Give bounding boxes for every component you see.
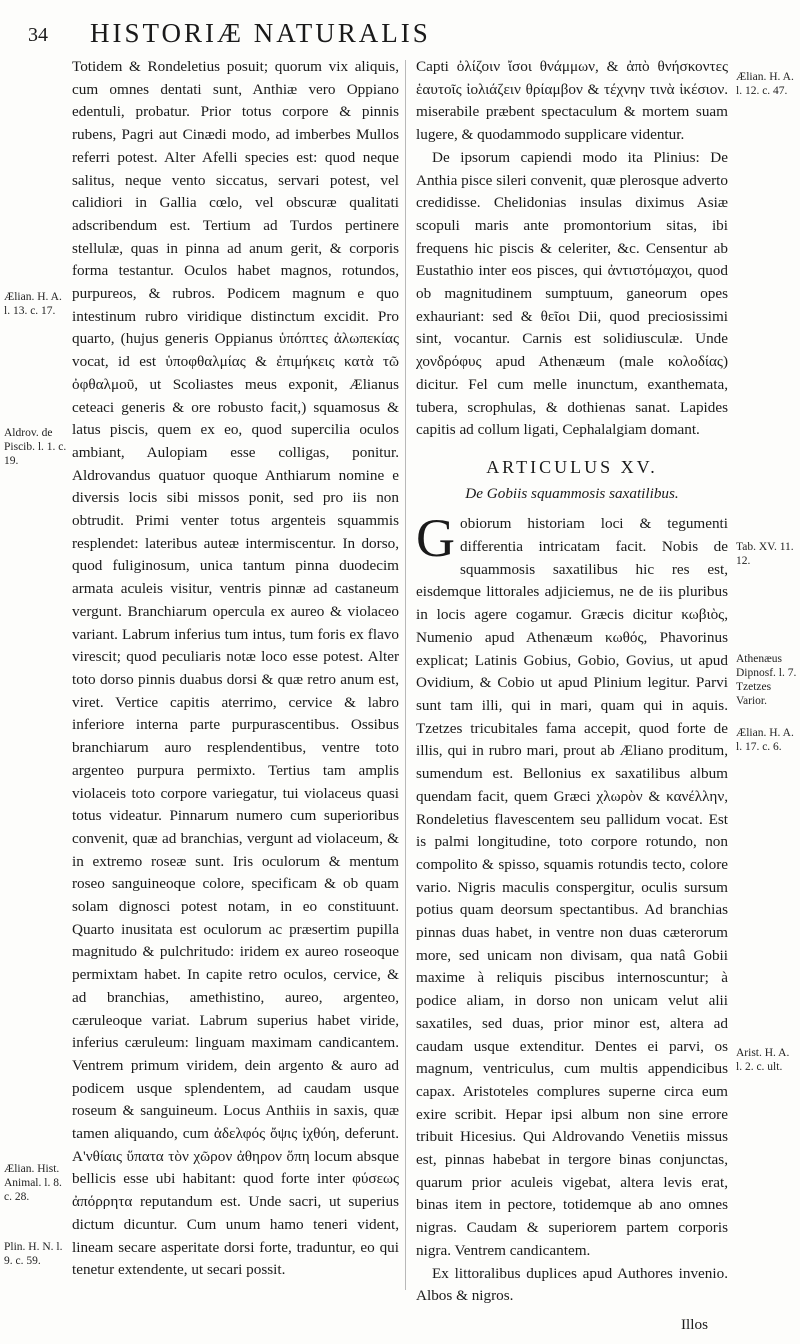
margin-note-right: Ælian. H. A. l. 12. c. 47. xyxy=(736,71,794,97)
running-head xyxy=(28,18,768,52)
margin-note-right: Arist. H. A. l. 2. c. ult. xyxy=(736,1047,790,1073)
article-heading: ARTICULUS XV. xyxy=(486,456,658,477)
article-paragraph xyxy=(416,508,728,1262)
margin-note-left: Ælian. Hist. Animal. l. 8. c. 28. xyxy=(4,1163,62,1203)
right-paragraph: Capti ὀλίζοιν ἴσοι θνάμμων, & ἀπὸ θνήσκοντες ἑαυτοῖς ἰολιάζειν θρίαμβον & τέχνην τινὰ ἱκέσιον. miserabile præbent spectaculum & mortem suam lugere, & quodammodo supplicare videntur. xyxy=(416,58,728,144)
drop-capital: G xyxy=(416,508,455,569)
margin-note-right: Athenæus Dipnosf. l. 7. Tzetzes Varior. xyxy=(736,653,797,707)
left-paragraph: Totidem & Rondeletius posuit; quorum vix aliquis, cum omnes dentati sunt, Anthiæ vero Oppiano edentuli, probatur. Prior totus corpore & pinnis rubens, Pagri aut Cinædi modo, ad imberbes Mullos referri potest. Alter Afelli species est: quod neque salitus, neque vento siccatus, servari potest, vel calidiori in Gallia cœlo, vel obscuræ qualitati adscribendum est. Tertium ad Turdos pertinere stellulæ, quas in pinna ad anum gerit, & corporis forma testantur. Oculos habet magnos, rotundos, purpureos, & rubros. Podicem magnum e quo intestinum rubro viridique distinctum excidit. Pro quarto, (hujus generis Oppianus ὑπόπτες ἀλωπεκίας vocat, id est ὑποφθαλμίας & ἐπιμήκεις κατὰ τῶ ὀφθαλμοῦ, ut Scoliastes meus exponit, Ælianus ceteaci generis & ore robusto facit,) squamosus & latus piscis, quem ex eo, quod supercilia oculos ambiant, Aulopiam esse colligas, ponitur. Aldrovandus quatuor quoque Anthiarum nomine e diversis locis sibi missos ponit, sed pro iis non obtrudit. Primi venter totus argenteis squammis resplendet: lateribus auteæ intermiscentur. In dorso, quod fuliginosum, unica tantum pinna duodecim armata aculeis visitur, ventris pinnæ ad castaneum vergunt. Branchiarum opercula ex aureo & violaceo variant. Labrum inferius tum intus, tum foris ex flavo virescit; quod peculiaris notæ loco esse potest. Alter toto dorso pinnis duabus dorsi & quæ retro anum est, viret. Vertice capitis aterrimo, cervice & labro inferiore interna parte purpurascentibus. Ossibus branchiarum auro resplendentibus, ventre toto argenteo purpura permixto. Tertius tam amplis violaceis toto corpore variegatur, tui violaceus quasi totus videatur. Pinnarum numero cum superioribus convenit, quæ ad branchias, vergunt ad violaceum, & in extremo roseæ sunt. Iris oculorum & mentum roseo sanguineoque colore, specificam & ob quam solam dignosci potest notam, in eo constituunt. Quarto inusitata est oculorum ac præsertim pupilla magnitudo & pulchritudo: iridem ex aureo roseoque permixtam habet. In capite retro oculos, cervice, & ad branchias, amethistino, aureo, argenteo, cæruleoque variat. Labrum superius habet viride, inferius cæruleum: linguam maximam candicantem. Ventrem primum viridem, dein argento & auro ad podicem usque splendentem, ad caudam usque roseum & sanguineum. Locus Anthiis in saxis, quæ tamen aliquando, cum ἀδελφός ὄψις ἰχθύη, deferunt. Α'νθίαις ὕπατα τὸν χῶρον ἀθηρον ὅπη locum absque bellicis esse ubi habitant: quod forte inter φύσεως ἀπόρρητα reputandum est. Unde sacri, ut superius dictum dicuntur. Cum unum hamo teneri vident, lineam secare asperitate dorsi forte, traduntur, eo qui tenetur extendente, ut secari possit. xyxy=(72,58,399,1279)
left-text-column xyxy=(72,56,399,1282)
margin-note-left: Plin. H. N. l. 9. c. 59. xyxy=(4,1241,63,1267)
margin-note-left: Aldrov. de Piscib. l. 1. c. 19. xyxy=(4,427,67,467)
catchword: Illos xyxy=(680,1315,708,1333)
margin-note-left: Ælian. H. A. l. 13. c. 17. xyxy=(4,291,62,317)
margin-note-right: Tab. XV. 11. 12. xyxy=(736,541,794,567)
right-paragraph: De ipsorum capiendi modo ita Plinius: De Anthia pisce sileri convenit, quæ plerosque adverto credidisse. Chelidonias insulas diximus Asiæ scopuli maris ante promontorium sitas, ibi frequens hic piscis & celeriter, &c. Censentur ab Eustathio inter eos pisces, qui ἀντιστόμαχοι, quod ob magnitudinem sumptuum, ganeorum opes exhauriant: sed & θεῖοι Dii, quod preciosissimi sint, vocantur. Carnis est solidiusculæ. Unde χονδρόφυς apud Athenæum (male κολοδίας) dicitur. Fel cum melle inunctum, exanthemata, tubera, scrophulas, & dothienas sanat. Lapides capitis ad collum ligati, Cephalalgiam domant. xyxy=(416,148,728,439)
right-text-column xyxy=(416,56,728,1337)
article-paragraph: Ex littoralibus duplices apud Authores invenio. Albos & nigros. xyxy=(416,1264,728,1305)
article-subheading: De Gobiis squammosis saxatilibus. xyxy=(465,484,679,502)
page-number: 34 xyxy=(28,24,48,46)
column-divider xyxy=(405,60,406,1290)
article-body-text: obiorum historiam loci & tegumenti differentia intricatam facit. Nobis de squammosis saxatilibus hic res est, eisdemque littorales adjiciemus, ne de iis pluribus in locis agere cogamur. Græcis dicitur κωβιὸς, Numenio apud Athenæum κωθός, Phavorinus explicat; Latinis Gobius, Gobio, Govius, ut apud Ovidium, & Cobio ut apud Plinium legitur. Parvi sunt tam illi, qui in mari, quam qui in aquis. Tzetzes tricubitales fama accepit, quod forte de illis, qui in rubro mari, prout ab Æliano proditum, sumendum est. Bellonius ex saxatilibus album quendam facit, quem Græci χλωρὸν & κανέλλην, Rondeletius flavescentem seu pallidum vocat. Est is palmi longitudine, toto corpore rotundo, non compolito & spisso, squamis rotundis tecto, colore vario. Nigris maculis conspergitur, oculis sursum potius quam deorsum spectantibus. Ad branchias pinnas duas habet, in ventre non duas cæterorum more, sed unicam non divisam, qua natâ Gobii maxime à reliquis piscibus internoscuntur; à podice aliam, in dorso non unicam velut alii saxatiles, sed duas, prior minor est, altera ad caudam usque extenditur. Dentes ei parvi, os magnum, ventriculus, cum multis appendicibus capax. Aristoteles complures superne circa eum exire scribit. Hepar ipsi album non sine errore tribuit Hicesius. Qui Aldrovando Venetiis missus est, pinnas habebat in tergore binas conjunctas, quarum prior aculeis vigebat, altera levis erat, binas item in pectore, totidemque ab ano omnes nigras. Caudam & superiorem partem corporis nigra. Ventrem candicantem. xyxy=(416,515,728,1259)
running-title: HISTORIÆ NATURALIS xyxy=(90,18,431,48)
margin-note-right: Ælian. H. A. l. 17. c. 6. xyxy=(736,727,794,753)
